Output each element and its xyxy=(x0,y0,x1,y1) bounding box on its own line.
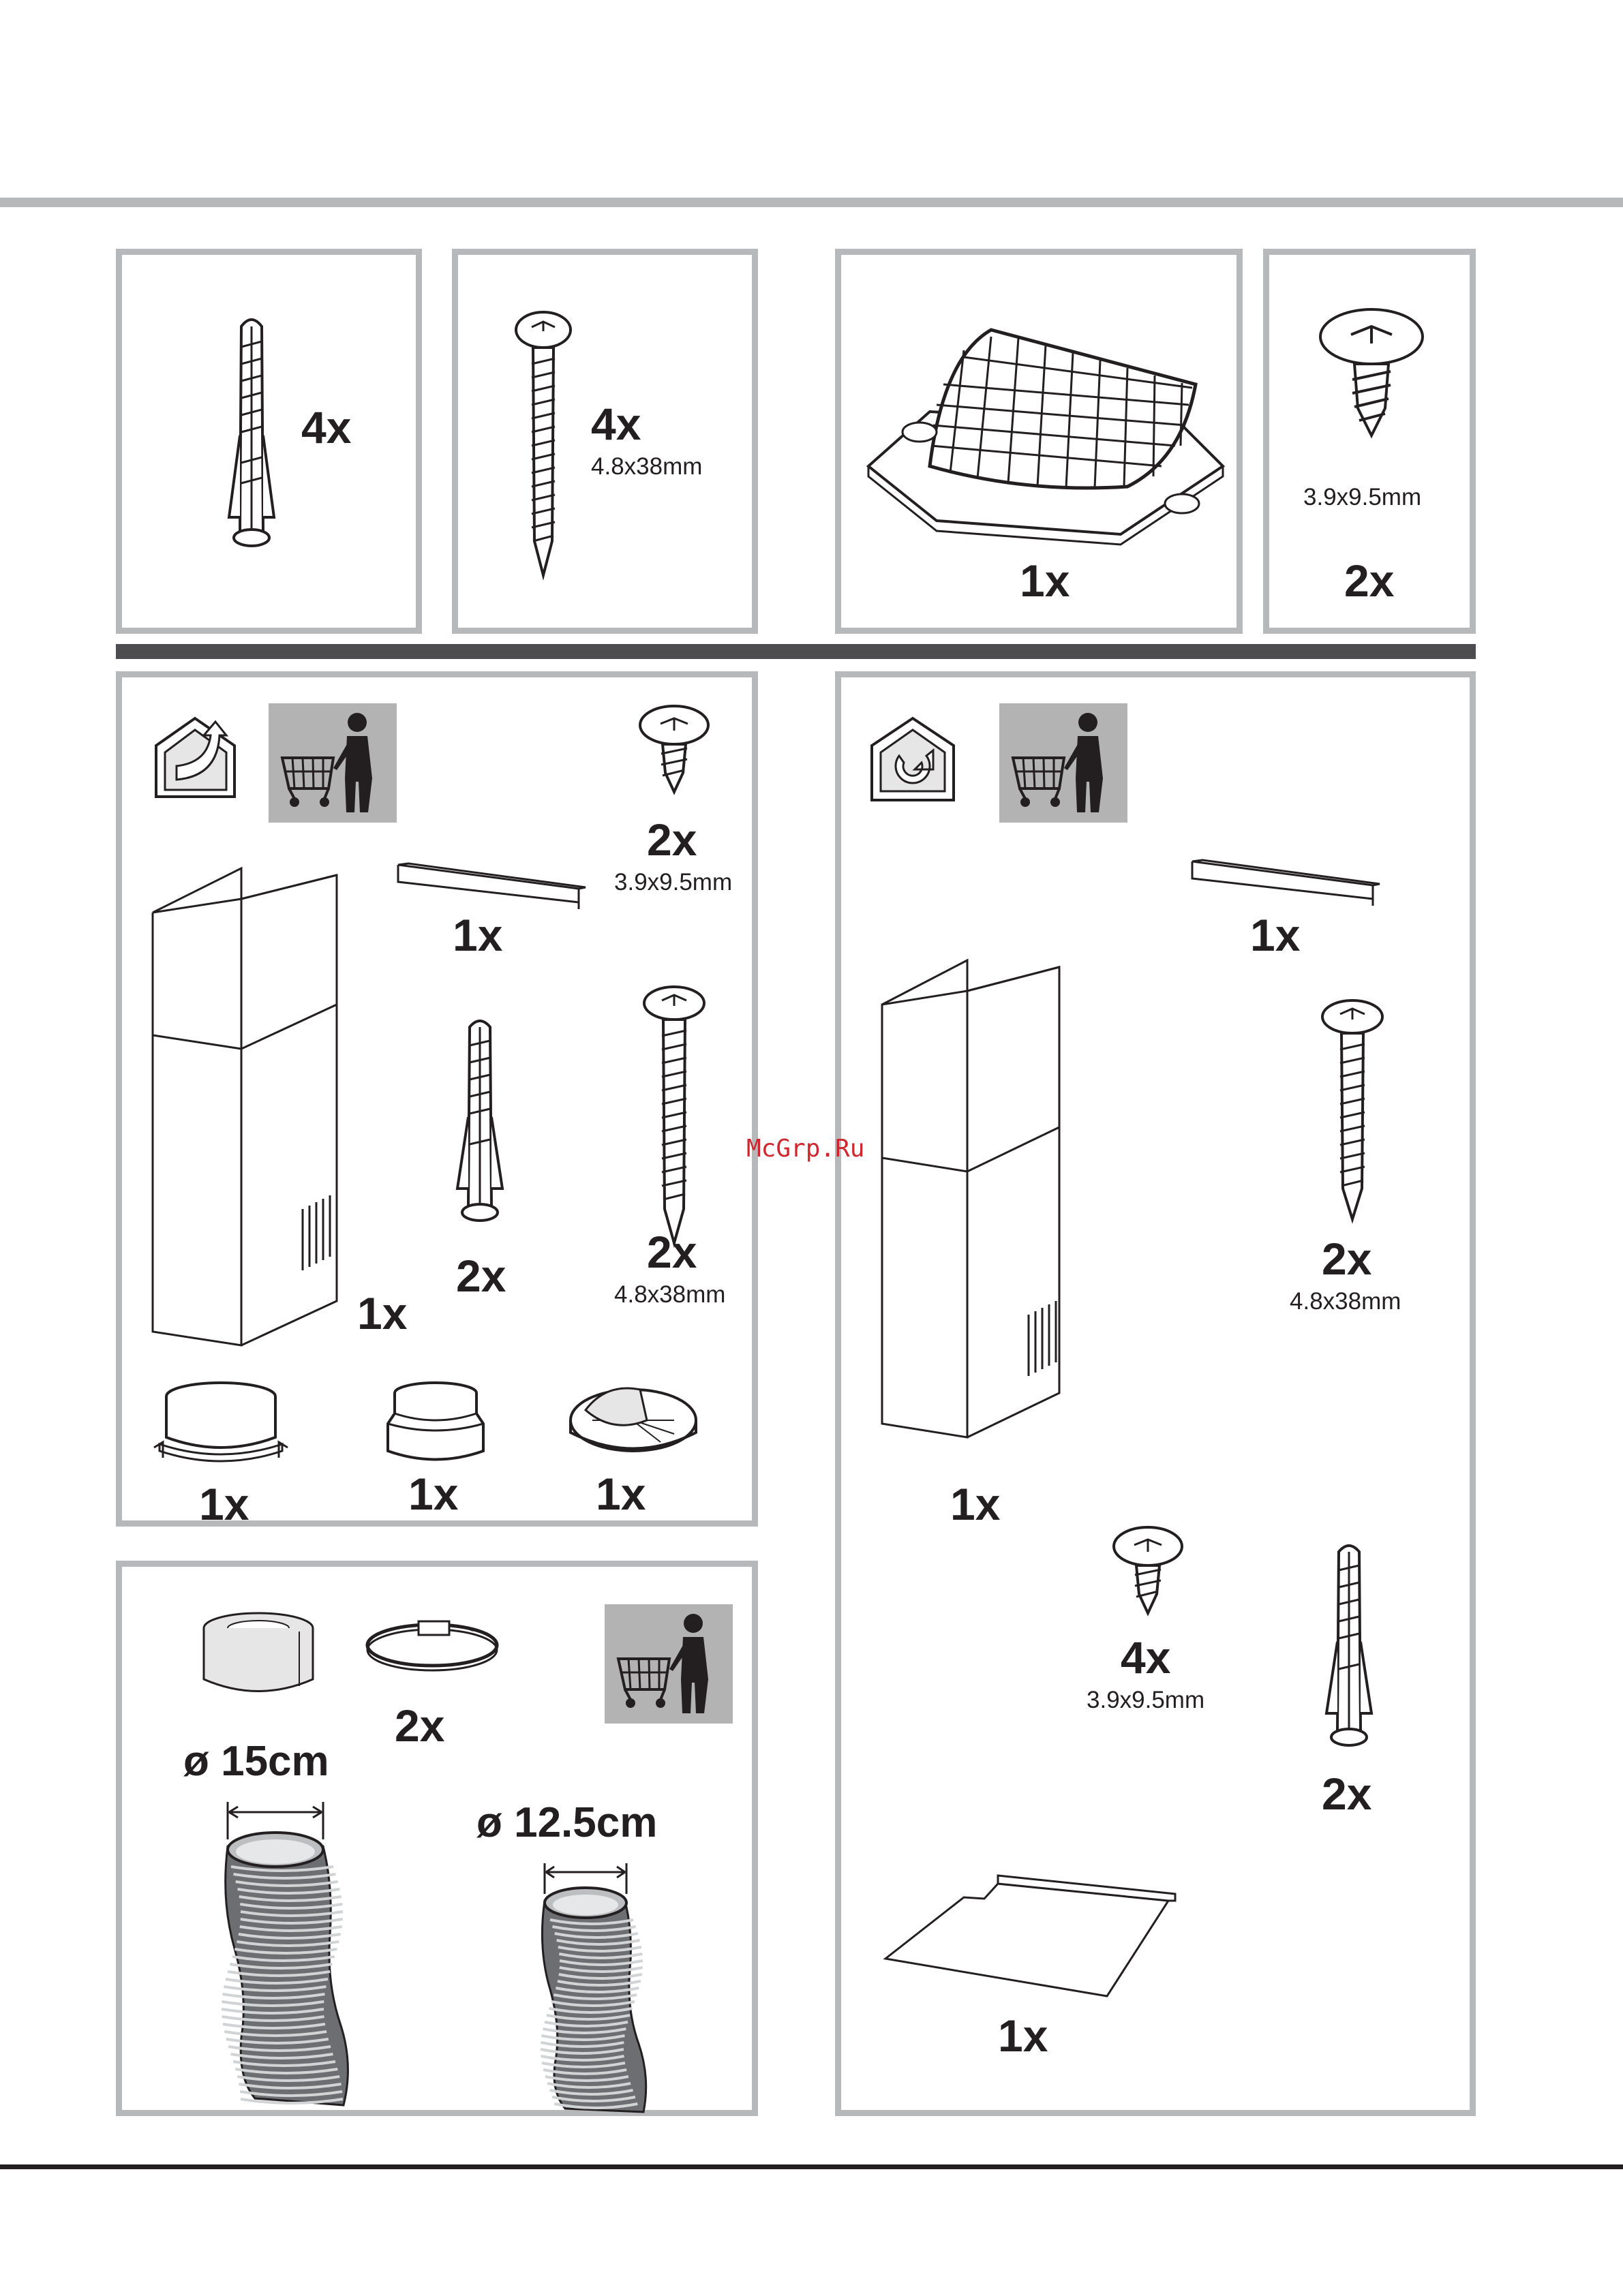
top-rule xyxy=(0,198,1623,207)
wall-plug-icon xyxy=(449,1015,511,1240)
short-screw-icon xyxy=(1317,306,1426,435)
panel-recirculation-kit xyxy=(835,671,1476,2116)
long-screw-qty: 2x xyxy=(647,1227,697,1277)
chimney-icon xyxy=(875,953,1073,1444)
short-screw-size: 3.9x9.5mm xyxy=(614,869,733,896)
bottom-rule xyxy=(0,2164,1623,2169)
panel-ducted-kit xyxy=(116,671,758,1527)
optional-purchase-icon xyxy=(605,1604,733,1724)
recirculation-mode-icon xyxy=(868,715,957,803)
reducer-ring-icon xyxy=(381,1379,490,1468)
panel-hose-kit xyxy=(116,1561,758,2116)
short-screw-qty: 2x xyxy=(647,814,697,865)
optional-purchase-icon xyxy=(269,703,397,823)
panel-carbon-filter xyxy=(835,249,1243,634)
hose-large-diameter: ø 15cm xyxy=(183,1738,329,1785)
panel-wall-plugs xyxy=(116,249,422,634)
reducer-ring-qty: 1x xyxy=(408,1469,459,1519)
chimney-qty: 1x xyxy=(950,1479,1001,1529)
non-return-valve-qty: 1x xyxy=(596,1469,646,1519)
wall-plug-icon xyxy=(221,313,282,579)
carbon-filter-icon xyxy=(855,309,1237,541)
deflector-plate-qty: 1x xyxy=(998,2010,1048,2061)
watermark: McGrp.Ru xyxy=(746,1135,865,1163)
optional-purchase-icon xyxy=(999,703,1127,823)
flange-ring-icon xyxy=(153,1379,289,1475)
chimney-qty: 1x xyxy=(357,1288,408,1338)
short-screw-icon xyxy=(1110,1526,1185,1614)
hose-large-icon xyxy=(214,1798,364,2112)
bracket-icon xyxy=(1189,858,1380,913)
long-screw-qty: 4x xyxy=(591,399,641,449)
bracket-qty: 1x xyxy=(1250,910,1301,960)
long-screw-icon xyxy=(513,309,574,582)
wall-plug-icon xyxy=(1318,1540,1380,1764)
hose-clamp-icon xyxy=(364,1608,500,1683)
short-screw-qty: 4x xyxy=(1121,1632,1171,1683)
ducted-mode-icon xyxy=(153,715,238,800)
wall-plug-qty: 2x xyxy=(1322,1769,1372,1819)
deflector-plate-icon xyxy=(882,1863,1182,2000)
chimney-icon xyxy=(146,861,357,1359)
long-screw-qty: 2x xyxy=(1322,1234,1372,1284)
panel-long-screws xyxy=(452,249,758,634)
short-screw-size: 3.9x9.5mm xyxy=(1303,484,1422,510)
long-screw-icon xyxy=(640,984,708,1250)
panel-short-screws xyxy=(1263,249,1476,634)
wall-plug-qty: 4x xyxy=(301,402,352,453)
bracket-qty: 1x xyxy=(453,910,503,960)
tape-icon xyxy=(200,1611,316,1700)
wall-plug-qty: 2x xyxy=(456,1251,506,1301)
hose-small-diameter: ø 12.5cm xyxy=(476,1799,658,1846)
short-screw-icon xyxy=(637,705,712,793)
section-separator xyxy=(116,644,1476,659)
bracket-icon xyxy=(395,861,586,916)
flange-ring-qty: 1x xyxy=(199,1479,249,1529)
long-screw-icon xyxy=(1318,998,1386,1223)
long-screw-size: 4.8x38mm xyxy=(591,453,703,480)
long-screw-size: 4.8x38mm xyxy=(614,1281,726,1308)
long-screw-size: 4.8x38mm xyxy=(1290,1288,1401,1315)
carbon-filter-qty: 1x xyxy=(1020,555,1070,606)
non-return-valve-icon xyxy=(565,1379,701,1461)
short-screw-size: 3.9x9.5mm xyxy=(1087,1687,1205,1713)
short-screw-qty: 2x xyxy=(1344,555,1395,606)
clamp-qty: 2x xyxy=(395,1700,445,1751)
hose-small-icon xyxy=(531,1860,654,2119)
